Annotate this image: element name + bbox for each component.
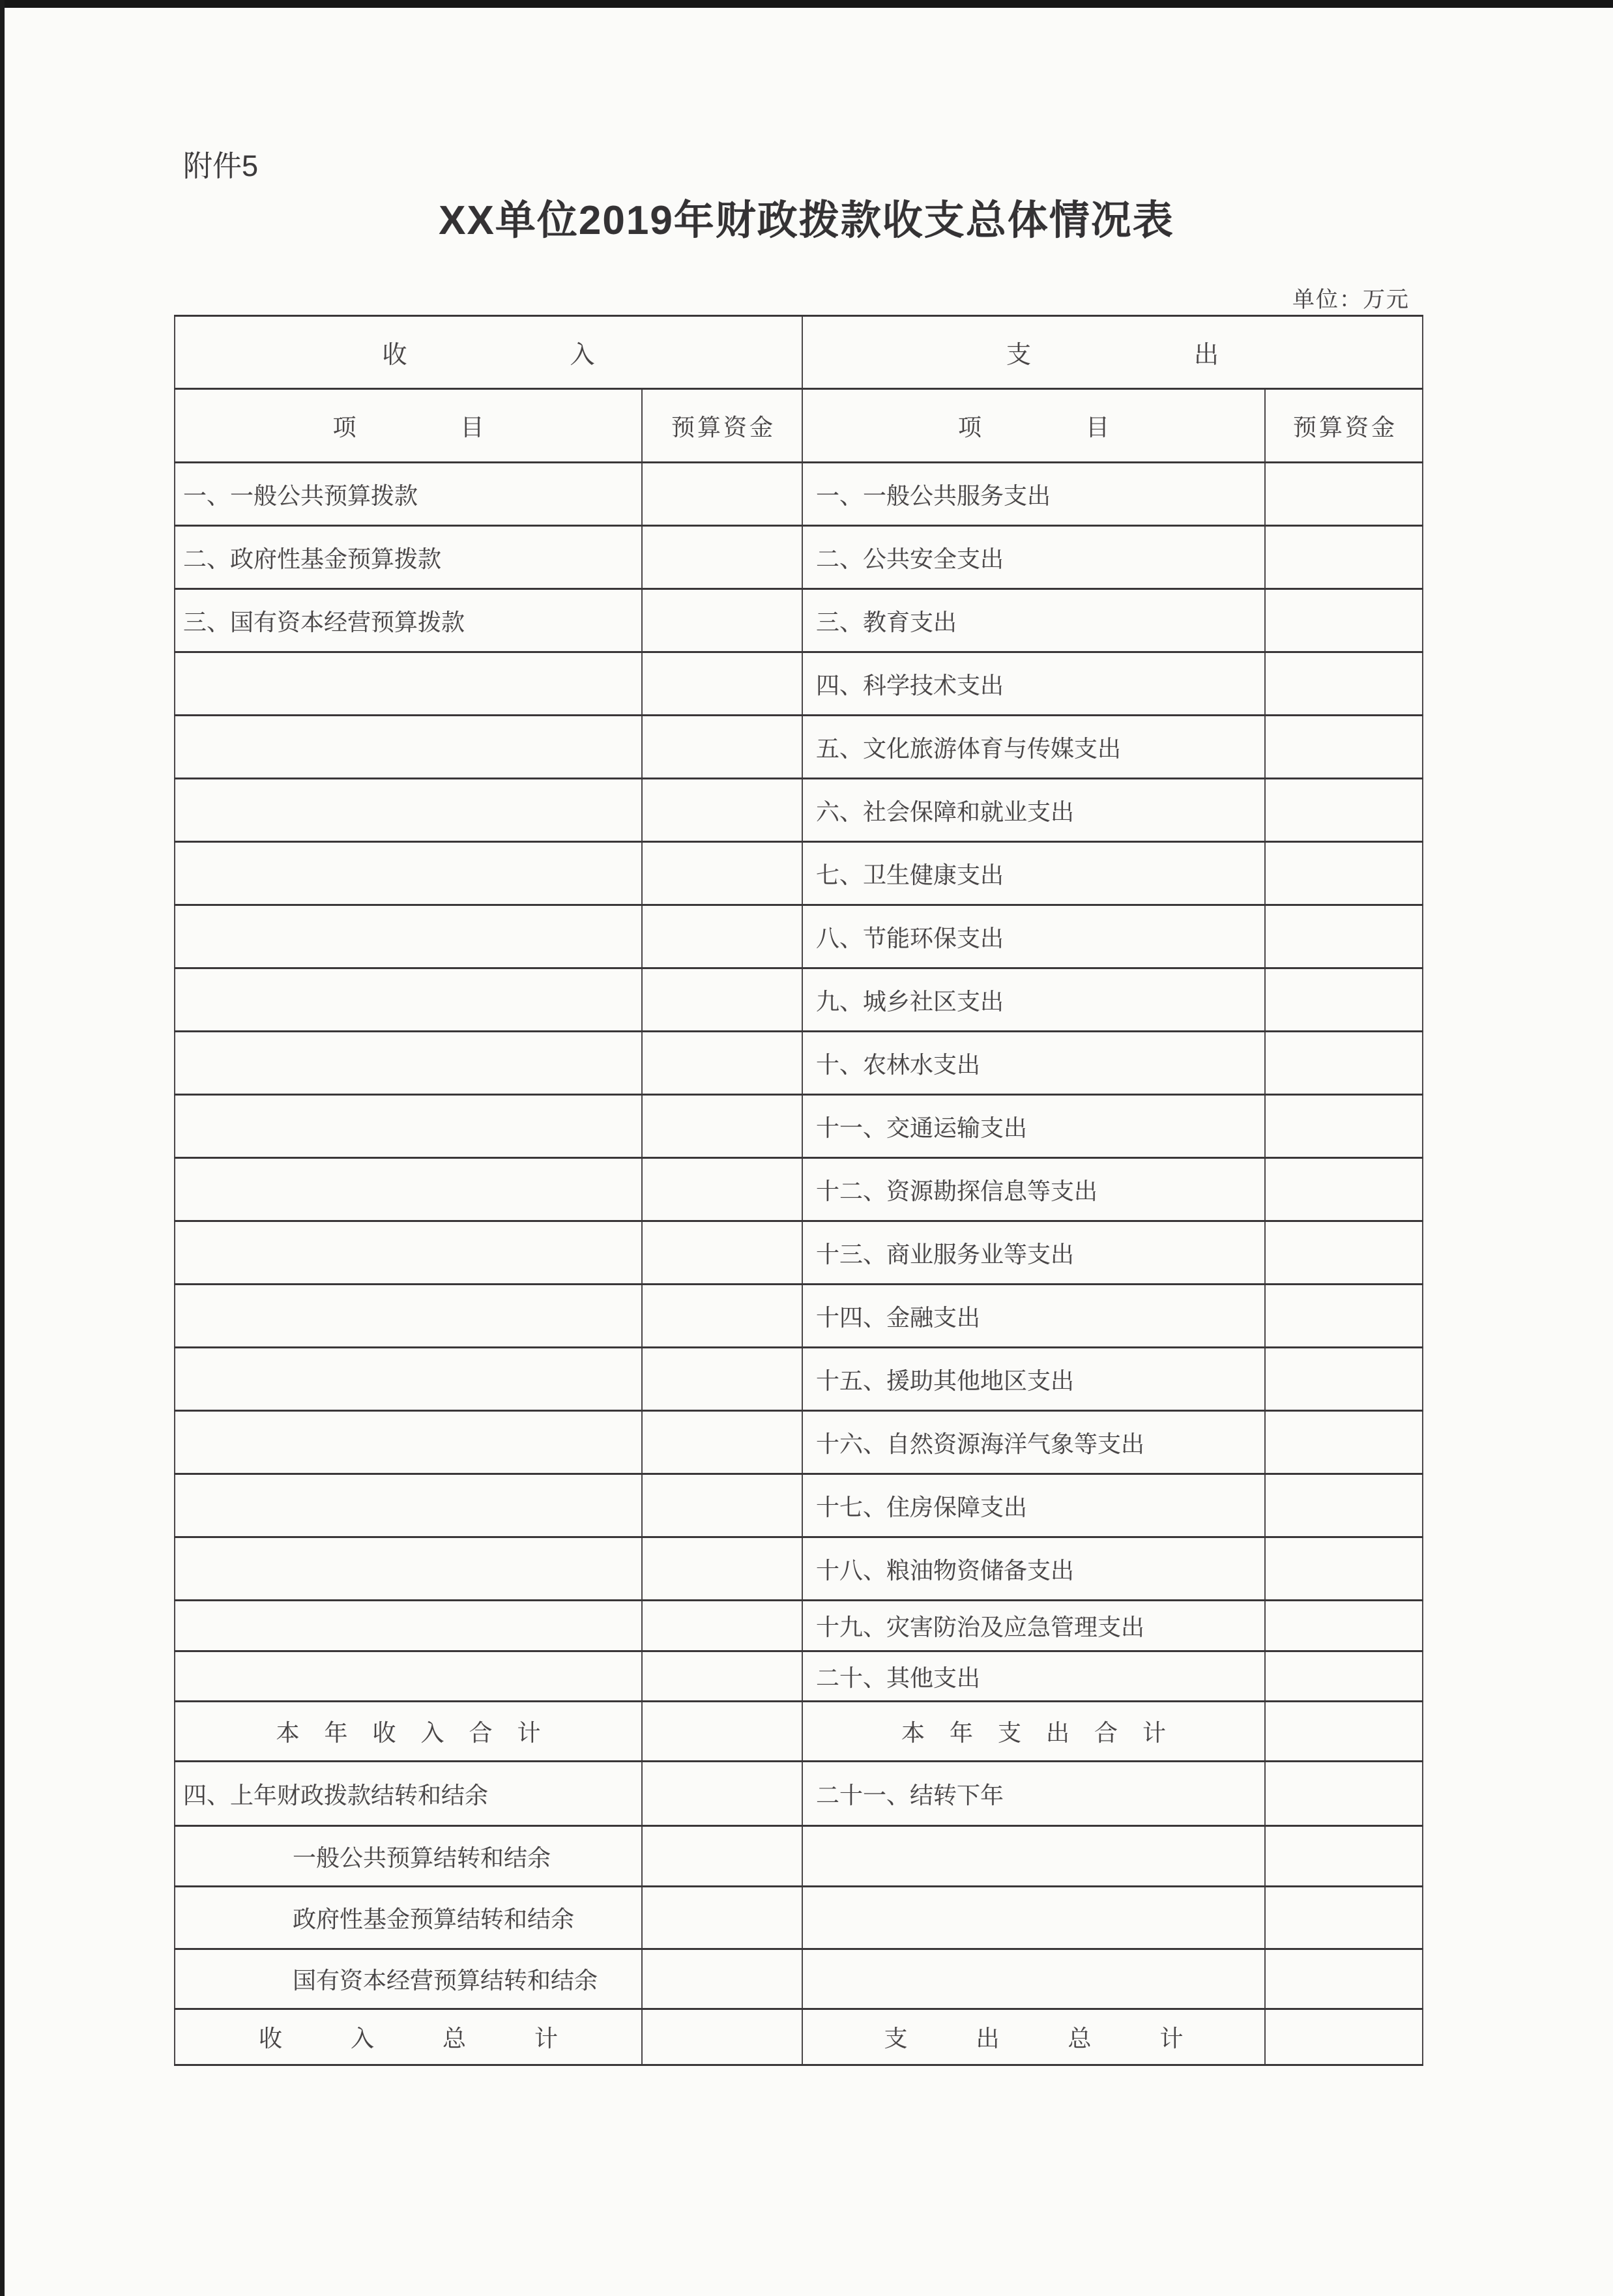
income-item-cell: [175, 1411, 642, 1474]
table-row: [175, 1158, 1423, 1221]
expense-amount-cell: [1265, 1032, 1423, 1095]
income-amount-cell: [642, 1887, 802, 1949]
income-item-cell-text: 一般公共预算结转和结余: [293, 1844, 551, 1871]
expense-item-cell-text: 六、社会保障和就业支出: [816, 798, 1075, 825]
income-item-cell-text: 政府性基金预算结转和结余: [293, 1906, 575, 1932]
table-row: [175, 1474, 1423, 1537]
income-amount-cell: [642, 779, 802, 842]
column-header-row: [175, 389, 1423, 463]
scan-edge-left: [0, 0, 5, 2296]
expense-item-cell-text: 七、卫生健康支出: [816, 861, 1004, 888]
table-row: [175, 968, 1423, 1032]
income-item-cell: [175, 1537, 642, 1601]
income-item-cell: [175, 968, 642, 1032]
expense-item-cell: [802, 716, 1265, 779]
income-group-header: [175, 316, 802, 389]
table-row: [175, 1651, 1423, 1702]
income-amount-cell: [642, 1158, 802, 1221]
expense-item-column-header-text: 项目: [958, 413, 1214, 441]
expense-amount-cell: [1265, 652, 1423, 716]
expense-amount-cell: [1265, 1949, 1423, 2009]
expense-group-header: [802, 316, 1423, 389]
expense-item-cell: [802, 905, 1265, 968]
expense-item-cell: [802, 526, 1265, 589]
expense-item-cell: [802, 1348, 1265, 1411]
expense-amount-cell: [1265, 1651, 1423, 1702]
expense-amount-cell: [1265, 842, 1423, 905]
expense-item-cell: [802, 1949, 1265, 2009]
expense-item-cell: [802, 1285, 1265, 1348]
expense-item-cell: [802, 1887, 1265, 1949]
income-amount-cell: [642, 2009, 802, 2065]
table-row: [175, 1348, 1423, 1411]
income-amount-cell: [642, 1221, 802, 1285]
income-budget-column-header: [642, 389, 802, 463]
expense-item-cell: [802, 1762, 1265, 1826]
income-amount-cell: [642, 968, 802, 1032]
table-row: [175, 1887, 1423, 1949]
income-amount-cell: [642, 1702, 802, 1762]
expense-item-cell-text: 十八、粮油物资储备支出: [816, 1556, 1075, 1584]
income-item-cell-text: 本年收入合计: [276, 1719, 566, 1746]
scan-edge-top: [0, 0, 1613, 8]
expense-item-cell: [802, 842, 1265, 905]
table-row: [175, 1826, 1423, 1887]
income-item-cell: [175, 1348, 642, 1411]
income-item-cell: [175, 1702, 642, 1762]
income-item-cell: [175, 463, 642, 526]
income-item-cell: [175, 589, 642, 652]
income-item-cell: [175, 1221, 642, 1285]
expense-amount-cell: [1265, 716, 1423, 779]
budget-table: [174, 315, 1423, 2066]
expense-item-cell: [802, 968, 1265, 1032]
expense-budget-column-header: [1265, 389, 1423, 463]
income-amount-cell: [642, 1651, 802, 1702]
expense-item-cell-text: 八、节能环保支出: [816, 924, 1004, 952]
table-row: [175, 1601, 1423, 1651]
group-header-row: [175, 316, 1423, 389]
income-amount-cell: [642, 1826, 802, 1887]
expense-item-cell: [802, 1702, 1265, 1762]
income-item-cell: [175, 1285, 642, 1348]
expense-item-cell-text: 支出总计: [884, 2025, 1252, 2052]
expense-amount-cell: [1265, 1887, 1423, 1949]
attachment-label: 附件5: [183, 149, 259, 182]
expense-item-cell: [802, 652, 1265, 716]
income-item-cell: [175, 905, 642, 968]
expense-item-cell: [802, 1158, 1265, 1221]
expense-item-cell-text: 十五、援助其他地区支出: [816, 1367, 1075, 1394]
expense-item-cell-text: 十一、交通运输支出: [816, 1114, 1028, 1141]
income-amount-cell: [642, 526, 802, 589]
table-row: [175, 905, 1423, 968]
expense-item-cell: [802, 1601, 1265, 1651]
expense-amount-cell: [1265, 1411, 1423, 1474]
expense-item-cell: [802, 1651, 1265, 1702]
page-title: XX单位2019年财政拨款收支总体情况表: [439, 198, 1174, 243]
expense-amount-cell: [1265, 526, 1423, 589]
expense-item-cell-text: 十六、自然资源海洋气象等支出: [816, 1430, 1145, 1457]
expense-group-header-text: 支出: [1006, 341, 1382, 369]
expense-amount-cell: [1265, 968, 1423, 1032]
income-item-cell: [175, 1474, 642, 1537]
income-item-cell: [175, 2009, 642, 2065]
table-row: [175, 1411, 1423, 1474]
income-item-cell-text: 一、一般公共预算拨款: [183, 482, 418, 509]
table-row: [175, 1537, 1423, 1601]
expense-amount-cell: [1265, 1826, 1423, 1887]
income-amount-cell: [642, 716, 802, 779]
expense-amount-cell: [1265, 1158, 1423, 1221]
income-item-cell: [175, 1949, 642, 2009]
income-item-column-header: [175, 389, 642, 463]
income-amount-cell: [642, 1285, 802, 1348]
expense-item-cell-text: 四、科学技术支出: [816, 671, 1004, 699]
table-row: [175, 1095, 1423, 1158]
table-row: [175, 779, 1423, 842]
table-row: [175, 2009, 1423, 2065]
expense-amount-cell: [1265, 779, 1423, 842]
expense-budget-column-header-text: 预算资金: [1293, 413, 1398, 441]
expense-amount-cell: [1265, 1285, 1423, 1348]
expense-item-cell-text: 三、教育支出: [816, 608, 957, 635]
income-item-cell: [175, 1826, 642, 1887]
income-item-cell-text: 四、上年财政拨款结转和结余: [183, 1781, 489, 1809]
table-row: [175, 1285, 1423, 1348]
income-item-cell: [175, 1601, 642, 1651]
income-item-cell-text: 国有资本经营预算结转和结余: [293, 1967, 598, 1994]
income-amount-cell: [642, 589, 802, 652]
expense-item-cell-text: 五、文化旅游体育与传媒支出: [816, 734, 1122, 762]
income-budget-column-header-text: 预算资金: [671, 413, 776, 441]
expense-item-cell: [802, 1474, 1265, 1537]
expense-amount-cell: [1265, 1601, 1423, 1651]
income-item-cell-text: 二、政府性基金预算拨款: [183, 545, 442, 572]
expense-item-cell-text: 十三、商业服务业等支出: [816, 1240, 1075, 1268]
income-item-cell: [175, 1651, 642, 1702]
expense-item-cell-text: 十二、资源勘探信息等支出: [816, 1177, 1098, 1204]
income-item-cell: [175, 1887, 642, 1949]
expense-amount-cell: [1265, 589, 1423, 652]
table-row: [175, 589, 1423, 652]
expense-item-cell: [802, 463, 1265, 526]
expense-item-cell-text: 十七、住房保障支出: [816, 1493, 1028, 1520]
income-amount-cell: [642, 842, 802, 905]
expense-amount-cell: [1265, 1474, 1423, 1537]
expense-amount-cell: [1265, 1537, 1423, 1601]
income-amount-cell: [642, 1537, 802, 1601]
table-row: [175, 1762, 1423, 1826]
income-amount-cell: [642, 463, 802, 526]
table-row: [175, 526, 1423, 589]
income-amount-cell: [642, 1095, 802, 1158]
table-row: [175, 652, 1423, 716]
expense-amount-cell: [1265, 1762, 1423, 1826]
income-item-cell: [175, 1032, 642, 1095]
expense-amount-cell: [1265, 905, 1423, 968]
expense-item-cell: [802, 589, 1265, 652]
income-amount-cell: [642, 905, 802, 968]
income-amount-cell: [642, 1411, 802, 1474]
income-item-cell: [175, 1095, 642, 1158]
expense-item-cell: [802, 779, 1265, 842]
income-amount-cell: [642, 1474, 802, 1537]
income-item-cell-text: 三、国有资本经营预算拨款: [183, 608, 465, 635]
income-item-cell: [175, 716, 642, 779]
income-item-column-header-text: 项目: [332, 413, 589, 441]
income-amount-cell: [642, 652, 802, 716]
expense-amount-cell: [1265, 2009, 1423, 2065]
income-amount-cell: [642, 1601, 802, 1651]
expense-amount-cell: [1265, 1221, 1423, 1285]
table-row: [175, 463, 1423, 526]
table-row: [175, 842, 1423, 905]
unit-note: 单位：万元: [1292, 287, 1410, 312]
income-item-cell: [175, 842, 642, 905]
expense-amount-cell: [1265, 463, 1423, 526]
income-item-cell: [175, 1158, 642, 1221]
expense-item-cell: [802, 1411, 1265, 1474]
expense-item-cell-text: 十九、灾害防治及应急管理支出: [816, 1614, 1145, 1640]
expense-item-cell-text: 十、农林水支出: [816, 1051, 981, 1078]
income-item-cell-text: 收入总计: [258, 2025, 626, 2052]
expense-item-cell: [802, 1826, 1265, 1887]
table-row: [175, 1702, 1423, 1762]
table-row: [175, 716, 1423, 779]
expense-item-cell-text: 九、城乡社区支出: [816, 987, 1004, 1015]
expense-amount-cell: [1265, 1348, 1423, 1411]
income-item-cell: [175, 1762, 642, 1826]
expense-item-cell-text: 一、一般公共服务支出: [816, 482, 1051, 509]
expense-amount-cell: [1265, 1095, 1423, 1158]
income-amount-cell: [642, 1949, 802, 2009]
expense-item-cell-text: 本年支出合计: [901, 1719, 1191, 1746]
income-item-cell: [175, 779, 642, 842]
expense-item-cell-text: 二、公共安全支出: [816, 545, 1004, 572]
table-row: [175, 1221, 1423, 1285]
expense-item-column-header: [802, 389, 1265, 463]
expense-item-cell-text: 二十、其他支出: [816, 1664, 981, 1691]
expense-item-cell: [802, 2009, 1265, 2065]
expense-item-cell-text: 二十一、结转下年: [816, 1781, 1004, 1809]
expense-item-cell: [802, 1095, 1265, 1158]
income-amount-cell: [642, 1348, 802, 1411]
income-amount-cell: [642, 1032, 802, 1095]
expense-amount-cell: [1265, 1702, 1423, 1762]
table-row: [175, 1949, 1423, 2009]
income-item-cell: [175, 652, 642, 716]
expense-item-cell-text: 十四、金融支出: [816, 1303, 981, 1331]
income-amount-cell: [642, 1762, 802, 1826]
expense-item-cell: [802, 1537, 1265, 1601]
income-group-header-text: 收入: [382, 341, 758, 369]
expense-item-cell: [802, 1032, 1265, 1095]
table-row: [175, 1032, 1423, 1095]
income-item-cell: [175, 526, 642, 589]
expense-item-cell: [802, 1221, 1265, 1285]
